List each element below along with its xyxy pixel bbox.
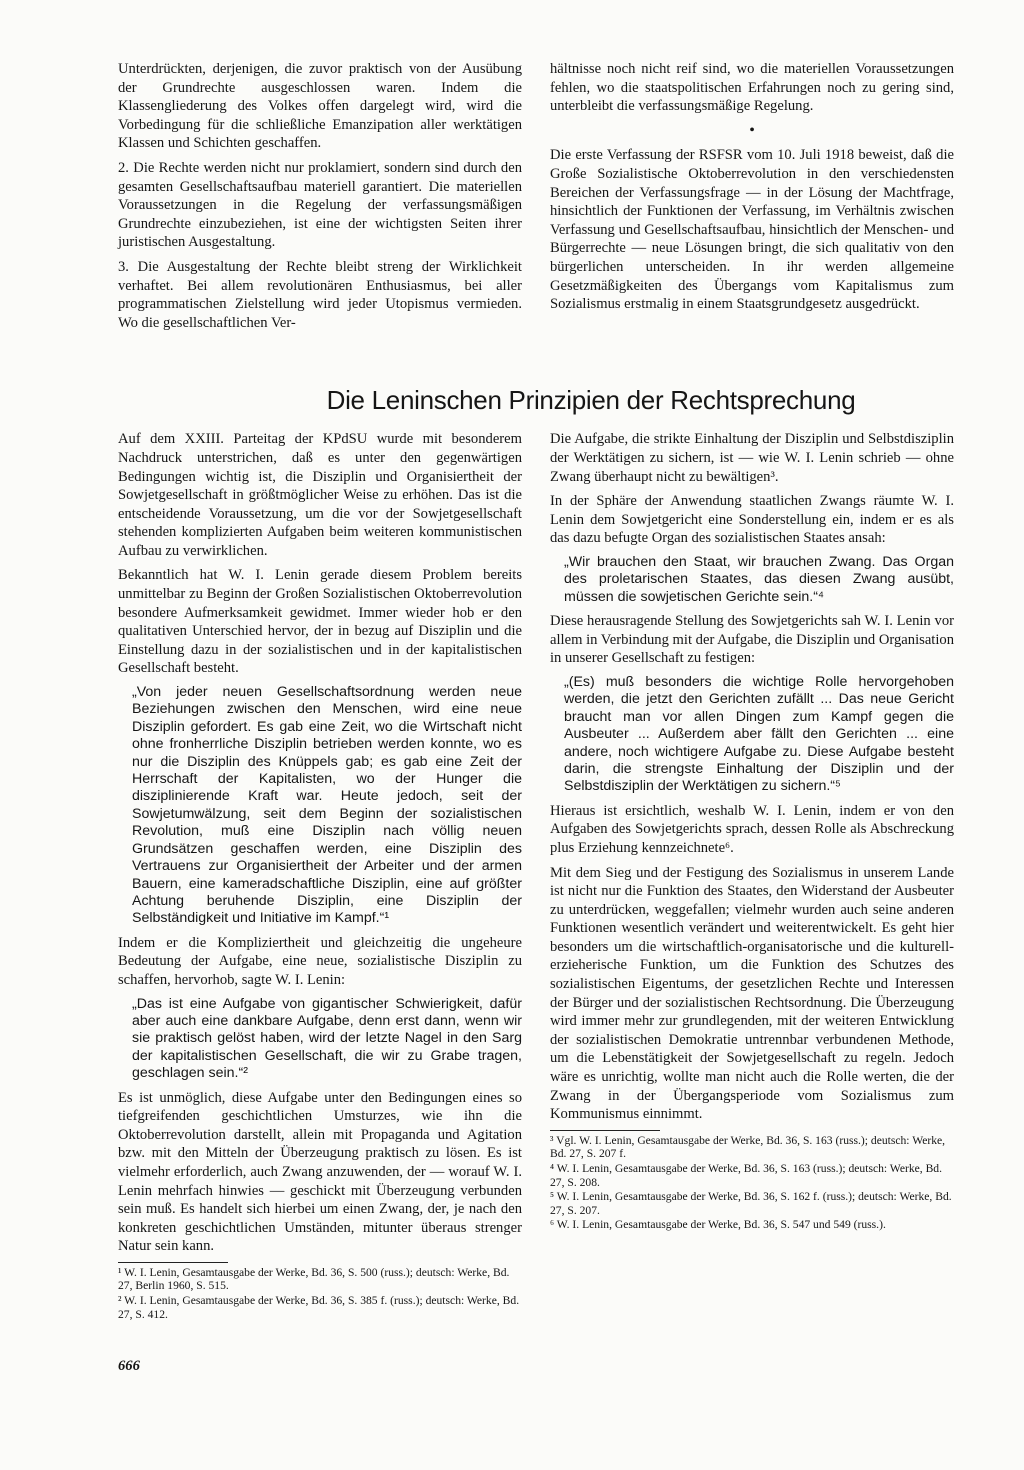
block-quote: „Wir brauchen den Staat, wir brauchen Zwang. Das Organ des proletarischen Staates, das diesen Zwang ausübt, müssen die sowjetischen Gerichte sein.“⁴ xyxy=(564,553,954,605)
paragraph: Unterdrückten, derjenigen, die zuvor praktisch von der Ausübung der Grundrechte ausgeschlossen waren. Indem die Klassengliederung des Volkes offen dargelegt wird, wird die Vorbedingung für die schließliche Emanzipation aller werktätigen Klassen und Schichten geschaffen. xyxy=(118,61,522,152)
left-column xyxy=(118,430,522,1322)
paragraph: Die erste Verfassung der RSFSR vom 10. Juli 1918 beweist, daß die Große Sozialistische Oktoberrevolution in den verschiedensten Bereichen der Verfassungsfrage — in der Lösung der Machtfrage, hinsichtlich der Funktionen der Verfassung, im Verhältnis zwischen Verfassung und Gesellschaftsaufbau, hinsichtlich der Menschen- und Bürgerrechte — neue Lösungen bringt, die sich qualitativ von den bürgerlichen unterscheiden. In ihr werden allgemeine Gesetzmäßigkeiten des Übergangs vom Kapitalismus zum Sozialismus erstmalig in einem Staatsgrundgesetz ausgedrückt. xyxy=(550,147,954,313)
paragraph: Mit dem Sieg und der Festigung des Sozialismus in unserem Lande ist nicht nur die Funktion des Staates, den Widerstand der Ausbeuter zu unterdrücken, weggefallen; vielmehr wurden auch seine anderen Funktionen wesentlich verändert und weiterentwickelt. Es geht hier besonders um die wirtschaftlich-organisatorische und die kulturell-erzieherische Funktion, um die Funktion des Schutzes des sozialistischen Eigentums, der gesetzlichen Rechte und Interessen der Bürger und der sozialistischen Rechtsordnung. Die Überzeugung wird immer mehr zur grundlegenden, mit der weiteren Entwicklung der sozialistischen Demokratie untrennbar verbundenen Methode, um die Lebenstätigkeit der Sowjetgesellschaft zu regeln. Jedoch wäre es unrichtig, wollte man nicht auch die Rolle werten, die der Zwang in der Übergangsperiode vom Sozialismus zum Kommunismus einnimmt. xyxy=(550,864,954,1123)
paragraph: In der Sphäre der Anwendung staatlichen Zwangs räumte W. I. Lenin dem Sowjetgericht eine Sonderstellung ein, indem er es als das dazu befugte Organ des sozialistischen Staates ansah: xyxy=(550,493,954,547)
footnote: ² W. I. Lenin, Gesamtausgabe der Werke, Bd. 36, S. 385 f. (russ.); deutsch: Werke, Bd. 27, S. 412. xyxy=(118,1294,520,1321)
top-left-column xyxy=(118,60,522,338)
paragraph: Es ist unmöglich, diese Aufgabe unter den Bedingungen eines so tiefgreifenden geschichtlichen Umsturzes, wie ihn die Oktoberrevolution darstellt, allein mit Propaganda und Agitation bzw. mit den Mitteln der Überzeugung praktisch zu lösen. Es ist vielmehr erforderlich, auch Zwang anzuwenden, der — worauf W. I. Lenin mehrfach hinwies — geschickt mit Überzeugung verbunden sein muß. Es handelt sich hierbei um einen Zwang, der, je nach den konkreten geschichtlichen Umständen, mitunter überaus strenger Natur sein kann. xyxy=(118,1089,522,1255)
footnote: ³ Vgl. W. I. Lenin, Gesamtausgabe der Werke, Bd. 36, S. 163 (russ.); deutsch: Werke, Bd. 27, S. 207 f. xyxy=(550,1133,946,1161)
paragraph: Diese herausragende Stellung des Sowjetgerichts sah W. I. Lenin vor allem in Verbindung mit der Aufgabe, die Disziplin und Organisation in unserer Gesellschaft zu festigen: xyxy=(550,613,954,667)
footnotes xyxy=(550,1134,954,1232)
footnote: ⁵ W. I. Lenin, Gesamtausgabe der Werke, Bd. 36, S. 162 f. (russ.); deutsch: Werke, Bd. 27, S. 207. xyxy=(550,1190,952,1217)
top-right-column xyxy=(550,60,954,338)
footnote: ⁶ W. I. Lenin, Gesamtausgabe der Werke, Bd. 36, S. 547 und 549 (russ.). xyxy=(550,1218,886,1232)
section-separator: • xyxy=(749,121,755,139)
block-quote: „Von jeder neuen Gesellschaftsordnung werden neue Beziehungen zwischen den Menschen, wird eine neue Disziplin gefordert. Es gab eine Zeit, wo die Wirtschaft nicht ohne fronherrliche Disziplin betrieben werden konnte, wo es nur die Disziplin des Knüppels gab; es gab eine Zeit der Herrschaft der Kapitalisten, wo der Hunger die disziplinierende Kraft war. Heute jedoch, seit der Sowjetumwälzung, seit dem Beginn der sozialistischen Revolution, muß eine Disziplin nach völlig neuen Grundsätzen geschaffen werden, eine Disziplin des Vertrauens zur Organisiertheit der Arbeiter und der armen Bauern, eine kameradschaftliche Disziplin, eine auf größter Achtung beruhende Disziplin, eine Disziplin der Selbständigkeit und Initiative im Kampf.“¹ xyxy=(132,684,522,927)
paragraph: hältnisse noch nicht reif sind, wo die materiellen Voraussetzungen fehlen, wo die staatspolitischen Erfahrungen noch zu gering sind, unterbleibt die verfassungsmäßige Regelung. xyxy=(550,61,954,115)
footnote: ⁴ W. I. Lenin, Gesamtausgabe der Werke, Bd. 36, S. 163 (russ.); deutsch: Werke, Bd. 27, S. 208. xyxy=(550,1162,942,1189)
block-quote: „Das ist eine Aufgabe von gigantischer Schwierigkeit, dafür aber auch eine dankbare Aufgabe, denn erst dann, wenn wir sie praktisch gelöst haben, wird der letzte Nagel in den Sarg der kapitalistischen Gesellschaft, die wir zu Grabe tragen, geschlagen sein.“² xyxy=(132,995,522,1082)
paragraph: Indem er die Kompliziertheit und gleichzeitig die ungeheure Bedeutung der Aufgabe, eine neue, sozialistische Disziplin zu schaffen, hervorhob, sagte W. I. Lenin: xyxy=(118,934,522,988)
article-body xyxy=(118,430,954,1322)
paragraph: Hieraus ist ersichtlich, weshalb W. I. Lenin, indem er von den Aufgaben des Sowjetgerichts sprach, dessen Rolle als Abschreckung plus Erziehung kennzeichnete⁶. xyxy=(550,802,954,856)
paragraph: Die Aufgabe, die strikte Einhaltung der Disziplin und Selbstdisziplin der Werktätigen zu sichern, ist — wie W. I. Lenin schrieb — ohne Zwang überhaupt nicht zu bewältigen³. xyxy=(550,431,954,485)
footnote: ¹ W. I. Lenin, Gesamtausgabe der Werke, Bd. 36, S. 500 (russ.); deutsch: Werke, Bd. 27, Berlin 1960, S. 515. xyxy=(118,1265,510,1293)
footnote-rule xyxy=(550,1130,660,1131)
paragraph: 3. Die Ausgestaltung der Rechte bleibt streng der Wirklichkeit verhaftet. Bei allem revolutionären Enthusiasmus, bei aller programmatischen Zielstellung wird jeder Utopismus vermieden. Wo die gesellschaftlichen Ver- xyxy=(118,258,522,331)
paragraph: Bekanntlich hat W. I. Lenin gerade diesem Problem bereits unmittelbar zu Beginn der Großen Sozialistischen Oktoberrevolution besondere Aufmerksamkeit gewidmet. Immer wieder hob er den qualitativen Unterschied hervor, der in bezug auf Disziplin und die Einstellung dazu in der sozialistischen und in der kapitalistischen Gesellschaft besteht. xyxy=(118,567,522,677)
block-quote: „(Es) muß besonders die wichtige Rolle hervorgehoben werden, die jetzt den Gerichten zufällt ... Das neue Gericht braucht man vor allen Dingen zum Kampf gegen die Ausbeuter ... Außerdem aber fällt den Gerichten ... eine andere, noch wichtigere Aufgabe zu. Diese Aufgabe besteht darin, die strengste Einhaltung der Disziplin und der Selbstdisziplin der Werktätigen zu sichern.“⁵ xyxy=(564,673,954,795)
section-heading: Die Leninschen Prinzipien der Rechtsprechung xyxy=(326,385,856,416)
right-column xyxy=(550,430,954,1322)
paragraph: Auf dem XXIII. Parteitag der KPdSU wurde mit besonderem Nachdruck unterstrichen, daß es unter den gegenwärtigen Bedingungen wichtig ist, die Disziplin und Organisiertheit der Sowjetgesellschaft in größtmöglicher Weise zu erhöhen. Das ist die entscheidende Voraussetzung, um die vor der Sowjetgesellschaft stehenden komplizierten Aufgaben beim weiteren kommunistischen Aufbau zu verwirklichen. xyxy=(118,431,522,559)
page-number: 666 xyxy=(118,1358,140,1374)
paragraph: 2. Die Rechte werden nicht nur proklamiert, sondern sind durch den gesamten Gesellschaftsaufbau materiell garantiert. Die materiellen Voraussetzungen in die Regelung der verfassungsmäßigen Grundrechte einzubeziehen, ist eine der wichtigsten Seiten ihrer juristischen Ausgestaltung. xyxy=(118,159,522,251)
top-section xyxy=(118,60,954,338)
footnotes xyxy=(118,1266,522,1321)
footnote-rule xyxy=(118,1262,228,1263)
